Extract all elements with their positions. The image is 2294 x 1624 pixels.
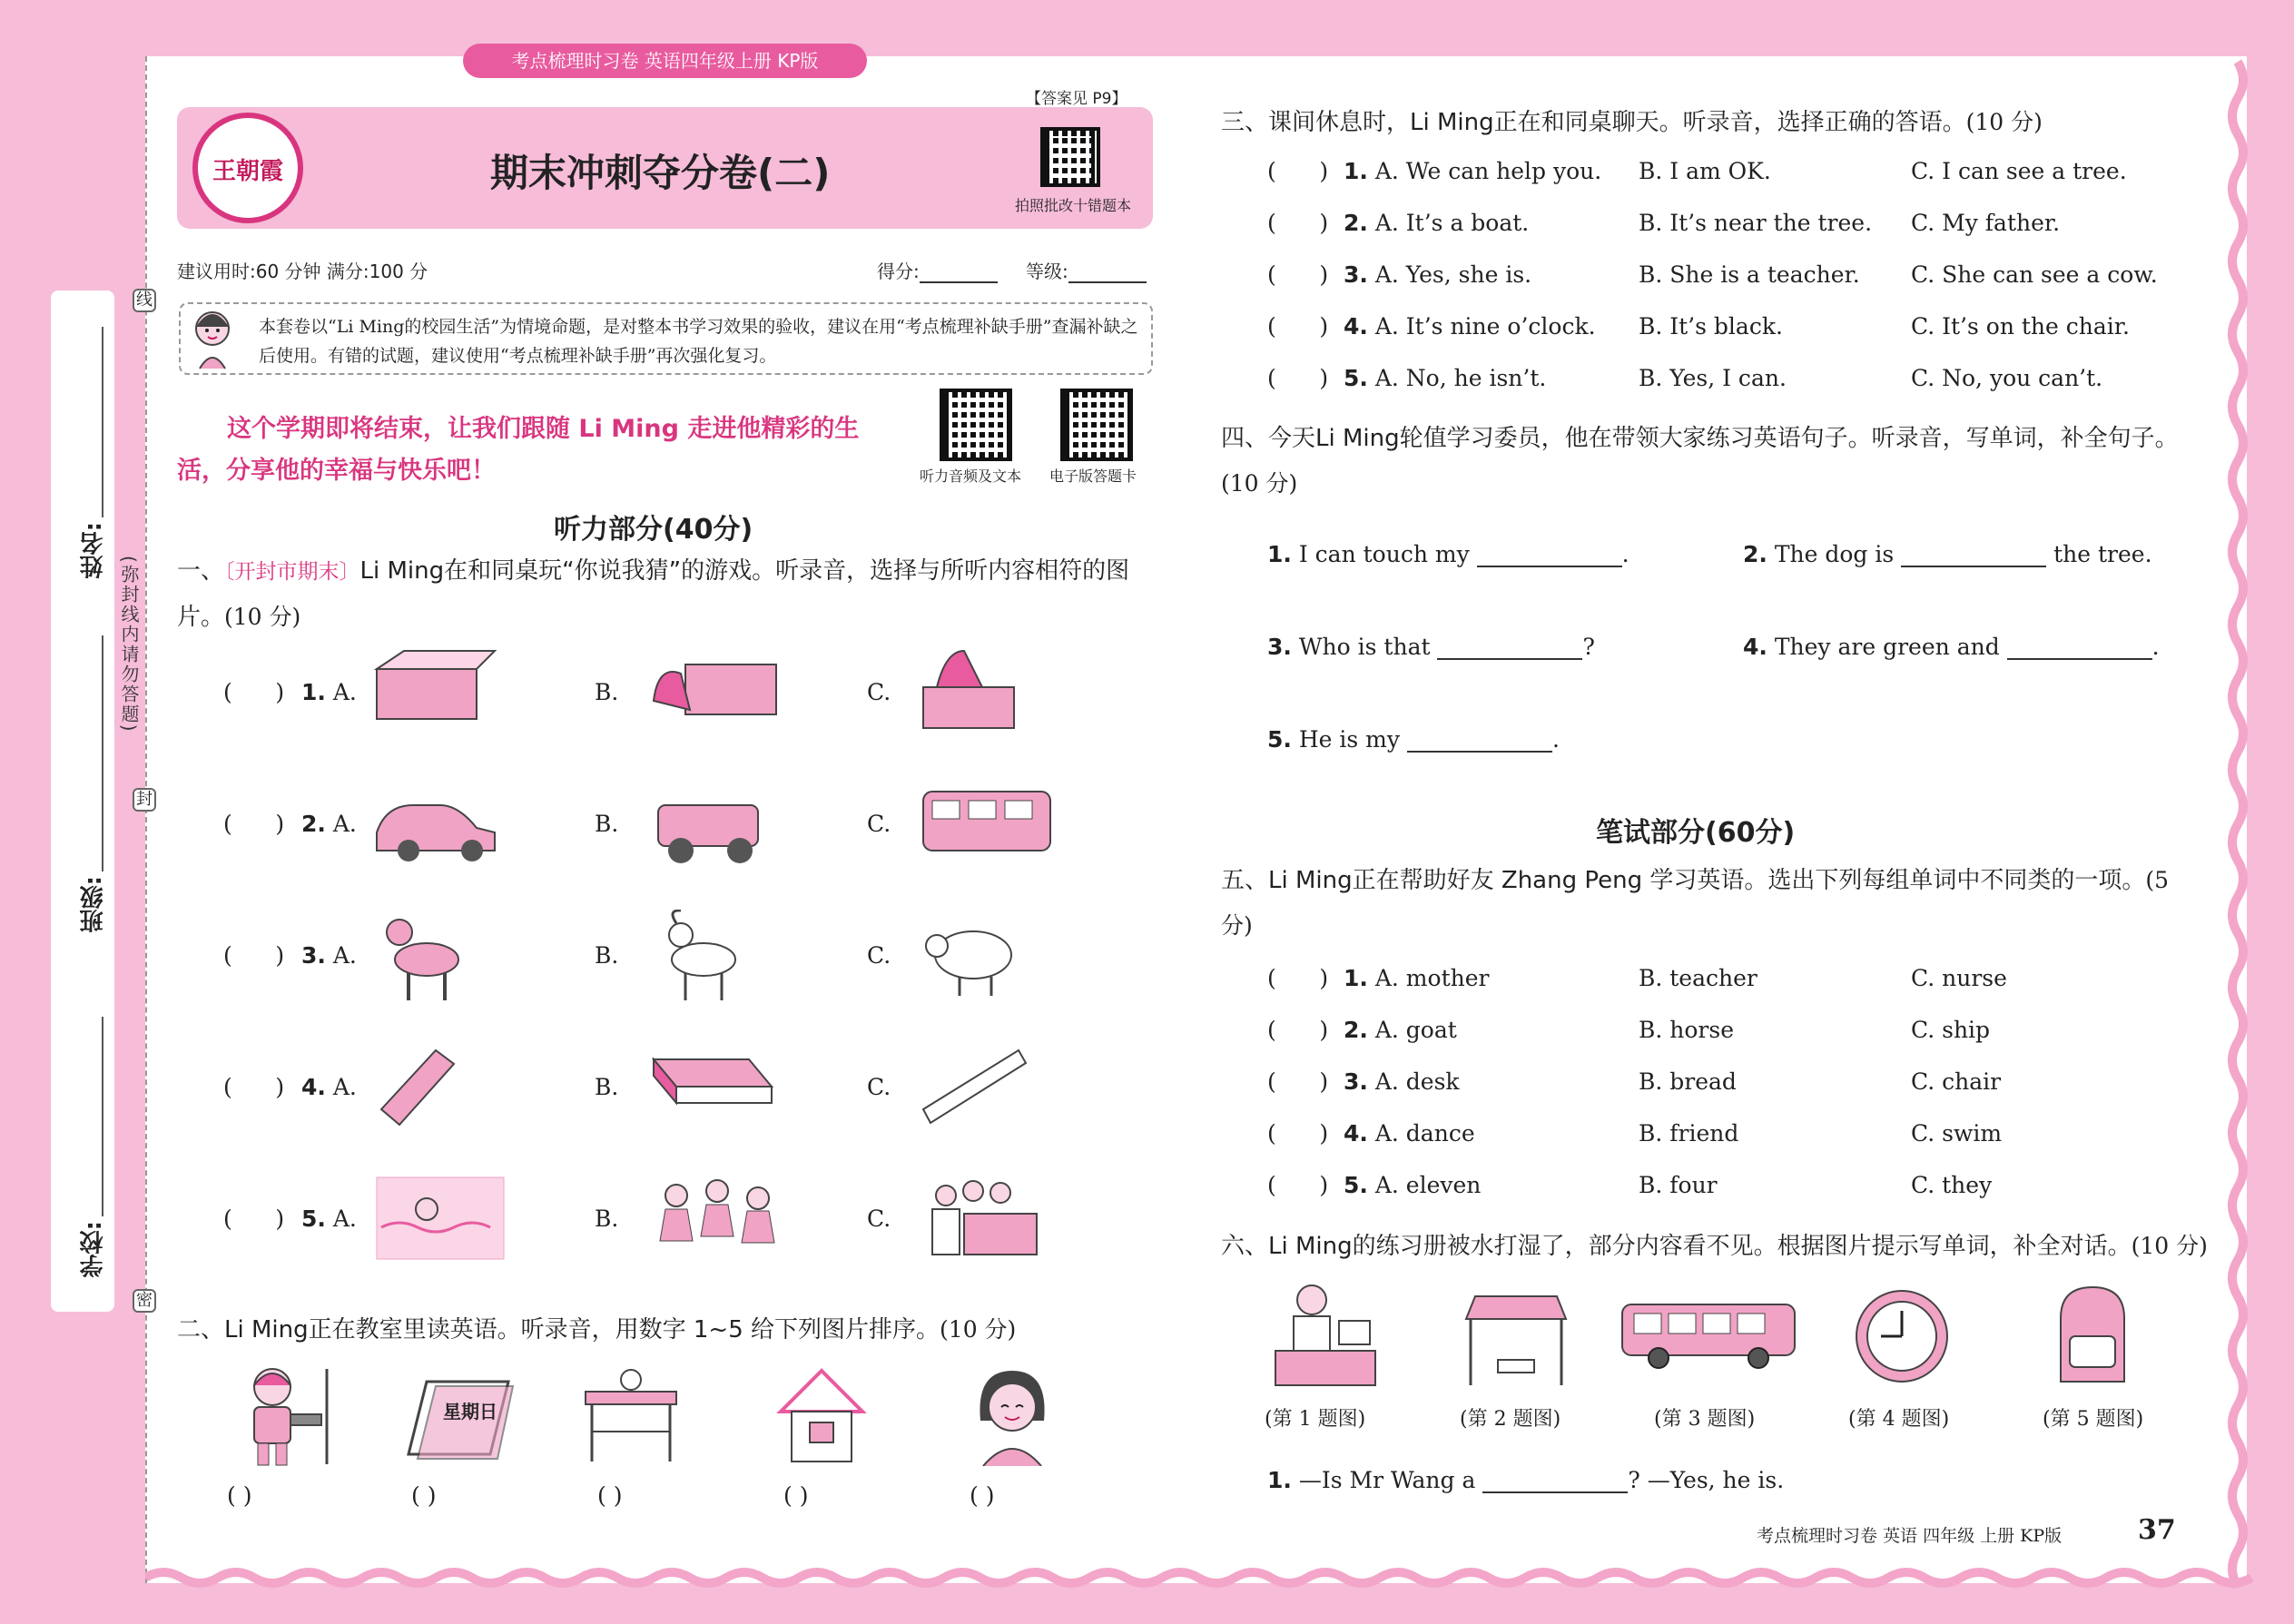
q5-row-3-a <box>1344 1068 1460 1095</box>
q1-row-5-a <box>301 1206 357 1232</box>
book-icon[interactable] <box>649 1041 785 1132</box>
q4-before-5: He is my <box>1298 726 1401 753</box>
q1-row-4-c-label: C. <box>867 1074 891 1100</box>
q6-before-1: —Is Mr Wang a <box>1298 1467 1476 1493</box>
q3-row-4-c: C. It’s on the chair. <box>1911 313 2130 340</box>
q5-row-2-num: 2. <box>1344 1017 1368 1043</box>
q4-blank-5[interactable] <box>1407 751 1552 753</box>
q4-item-1 <box>1267 541 1629 567</box>
name-field[interactable] <box>102 327 103 517</box>
q6-prefix: 六、 <box>1221 1233 1269 1260</box>
q1-tag: 〔开封市期末〕 <box>224 560 360 584</box>
q3-row-4-b: B. It’s black. <box>1639 313 1783 340</box>
score-blank[interactable] <box>920 281 998 283</box>
q5-heading <box>1221 858 2201 949</box>
q1-text: Li Ming在和同桌玩“你说我猜”的游戏。听录音，选择与所听内容相符的图片。 <box>177 557 1130 631</box>
binding-strip <box>51 290 114 1312</box>
qr-audio-icon[interactable] <box>940 389 1012 461</box>
q3-heading <box>1221 100 2043 145</box>
bus-icon <box>1618 1300 1799 1373</box>
class-label: 班级: <box>80 876 107 933</box>
q1-row-4-a-label: A. <box>332 1074 357 1100</box>
q1-row-2-num: 2. <box>301 811 326 837</box>
q1-row-2-b-label: B. <box>595 811 619 837</box>
score-field <box>877 257 998 283</box>
qr-caption-card: 电子版答题卡 <box>1049 468 1137 485</box>
q1-row-1-num: 1. <box>301 679 326 705</box>
q5-row-5-bracket[interactable]: ( ) <box>1267 1172 1329 1198</box>
ruler-icon[interactable] <box>919 1041 1055 1132</box>
q3-row-1-bracket[interactable]: ( ) <box>1267 158 1329 184</box>
shoes-box-icon[interactable] <box>919 646 1055 737</box>
q6-caption-5: (第 5 题图) <box>2043 1408 2144 1431</box>
desk-clock-icon <box>581 1366 681 1466</box>
q1-row-2-c-label: C. <box>867 811 891 837</box>
class-field[interactable] <box>102 635 103 871</box>
q3-row-1-a <box>1344 158 1601 184</box>
q1-row-5-bracket[interactable]: ( ) <box>223 1206 285 1232</box>
time-score: 建议用时:60 分钟 满分:100 分 <box>177 261 428 282</box>
q1-row-3-a <box>301 942 357 969</box>
doctor-desk-icon <box>1271 1280 1380 1389</box>
q5-row-2-bracket[interactable]: ( ) <box>1267 1017 1329 1043</box>
q5-row-5-b: B. four <box>1639 1172 1718 1198</box>
q3-row-3-a <box>1344 261 1531 288</box>
q4-after-3: ? <box>1582 634 1595 660</box>
q3-row-1-num: 1. <box>1344 158 1368 184</box>
q6-caption-3: (第 3 题图) <box>1654 1408 1756 1431</box>
house-icon <box>772 1366 871 1466</box>
q4-num-2: 2. <box>1743 541 1767 567</box>
q5-row-4-a <box>1344 1120 1475 1147</box>
q1-score: (10 分) <box>224 604 301 630</box>
q4-score: (10 分) <box>1221 470 1298 497</box>
q3-row-2-a-text: A. It’s a boat. <box>1374 210 1530 236</box>
q6-caption-4: (第 4 题图) <box>1848 1408 1950 1431</box>
grade-field <box>1026 257 1147 283</box>
q4-num-3: 3. <box>1267 634 1292 660</box>
q5-score: (5 分) <box>1221 867 2170 939</box>
q1-row-4-a <box>301 1074 357 1100</box>
q5-row-5-a-text: A. eleven <box>1374 1172 1482 1198</box>
q5-prefix: 五、 <box>1221 867 1269 894</box>
q3-row-2-a <box>1344 210 1529 236</box>
dancing-icon[interactable] <box>649 1173 785 1264</box>
backpack-icon <box>2043 1282 2142 1391</box>
q5-row-2-a-text: A. goat <box>1374 1017 1457 1043</box>
q3-row-2-b: B. It’s near the tree. <box>1639 210 1873 236</box>
q4-blank-2[interactable] <box>1901 566 2046 567</box>
table-icon <box>1462 1287 1570 1389</box>
q6-heading <box>1221 1224 2208 1269</box>
q4-text: 今天Li Ming轮值学习委员，他在带领大家练习英语句子。听录音，写单词，补全句子。 <box>1268 425 2179 452</box>
q1-row-3-c-label: C. <box>867 942 891 969</box>
footer-text: 考点梳理时习卷 英语 四年级 上册 KP版 <box>1757 1526 2063 1546</box>
q4-prefix: 四、 <box>1221 425 1269 452</box>
goat-icon[interactable] <box>649 910 785 1000</box>
q1-row-5-num: 5. <box>301 1206 326 1232</box>
q1-row-3-bracket[interactable]: ( ) <box>223 942 285 969</box>
boots-shoebox-icon[interactable] <box>649 646 785 737</box>
q5-row-1-bracket[interactable]: ( ) <box>1267 965 1329 991</box>
car-icon[interactable] <box>372 778 508 869</box>
intro-text: 本套卷以“Li Ming的校园生活”为情境命题，是对整本书学习效果的验收，建议在用“考点梳理补缺手册”查漏补缺之后使用。有错的试题，建议使用“考点梳理补缺手册”再次强化复习。 <box>259 317 1138 366</box>
eraser-icon[interactable] <box>372 1041 508 1132</box>
q2-blank-1[interactable]: ( ) <box>227 1482 252 1509</box>
q6-caption-2: (第 2 题图) <box>1460 1408 1561 1431</box>
q1-row-5-c-label: C. <box>867 1206 891 1232</box>
q1-row-4-b-label: B. <box>595 1074 619 1100</box>
q1-row-2-a-label: A. <box>332 811 357 837</box>
q5-row-4-bracket[interactable]: ( ) <box>1267 1120 1329 1147</box>
q5-row-3-a-text: A. desk <box>1374 1068 1460 1095</box>
q3-row-5-num: 5. <box>1344 365 1368 391</box>
q4-num-4: 4. <box>1743 634 1767 660</box>
score-label: 得分: <box>877 261 920 282</box>
worker-drill-icon <box>227 1360 345 1469</box>
q3-row-3-c: C. She can see a cow. <box>1911 261 2158 288</box>
q1-row-1-a <box>301 679 357 705</box>
q2-blank-2[interactable]: ( ) <box>411 1482 437 1509</box>
qr-caption-top: 拍照批改十错题本 <box>1015 197 1132 214</box>
q2-blank-3[interactable]: ( ) <box>597 1482 623 1509</box>
q3-row-5-c: C. No, you can’t. <box>1911 365 2103 391</box>
q1-row-2-bracket[interactable]: ( ) <box>223 811 285 837</box>
calendar-sunday-icon <box>399 1373 517 1463</box>
page-title: 期末冲刺夺分卷(二) <box>490 151 831 195</box>
q3-row-1-a-text: A. We can help you. <box>1374 158 1602 184</box>
q1-row-3-b-label: B. <box>595 942 619 969</box>
q3-row-4-num: 4. <box>1344 313 1368 340</box>
clock-icon <box>1852 1282 1952 1391</box>
q3-row-2-num: 2. <box>1344 210 1368 236</box>
q4-after-1: . <box>1621 541 1629 567</box>
q4-item-4 <box>1743 634 2160 660</box>
q4-before-2: The dog is <box>1774 541 1895 567</box>
q3-row-5-b: B. Yes, I can. <box>1639 365 1787 391</box>
q5-text: Li Ming正在帮助好友 Zhang Peng 学习英语。选出下列每组单词中不同类的一项。 <box>1268 867 2146 894</box>
q1-row-5-a-label: A. <box>332 1206 357 1232</box>
q4-before-4: They are green and <box>1774 634 2000 660</box>
qr-card-icon[interactable] <box>1060 389 1133 461</box>
q6-num-1: 1. <box>1267 1467 1292 1493</box>
q1-row-5-b-label: B. <box>595 1206 619 1232</box>
q6-item-1 <box>1267 1467 1784 1493</box>
q2-blank-4[interactable]: ( ) <box>783 1482 809 1509</box>
school-field[interactable] <box>102 1017 103 1216</box>
q4-before-1: I can touch my <box>1298 541 1470 567</box>
q6-caption-1: (第 1 题图) <box>1265 1408 1366 1431</box>
q4-blank-1[interactable] <box>1477 566 1622 567</box>
q3-row-2-c: C. My father. <box>1911 210 2061 236</box>
name-label: 姓名: <box>80 522 107 579</box>
q3-row-2-bracket[interactable]: ( ) <box>1267 210 1329 236</box>
girl-icon <box>187 305 238 370</box>
q1-row-1-b-label: B. <box>595 679 619 705</box>
q1-prefix: 一、 <box>177 557 225 585</box>
q5-row-3-c: C. chair <box>1911 1068 2002 1095</box>
playing-piano-icon[interactable] <box>919 1173 1055 1264</box>
q5-row-4-b: B. friend <box>1639 1120 1739 1147</box>
q5-row-3-b: B. bread <box>1639 1068 1737 1095</box>
q1-row-1-a-label: A. <box>332 679 357 705</box>
q4-after-4: . <box>2151 634 2160 660</box>
q3-prefix: 三、 <box>1221 109 1269 136</box>
q4-num-1: 1. <box>1267 541 1292 567</box>
q4-item-2 <box>1743 541 2152 567</box>
swimming-icon[interactable] <box>372 1173 508 1264</box>
q6-score: (10 分) <box>2131 1233 2208 1259</box>
train-icon[interactable] <box>919 778 1055 869</box>
q6-blank-1[interactable] <box>1482 1491 1628 1493</box>
q6-after-1: ? —Yes, he is. <box>1628 1467 1785 1493</box>
calendar-text: 星期日 <box>443 1401 497 1422</box>
page-number: 37 <box>2138 1514 2176 1546</box>
listening-title: 听力部分(40分) <box>554 514 753 546</box>
q5-row-1-a <box>1344 965 1489 991</box>
q2-blank-5[interactable]: ( ) <box>970 1482 995 1509</box>
q5-row-5-num: 5. <box>1344 1172 1368 1198</box>
q4-after-2: the tree. <box>2053 541 2152 567</box>
q5-row-1-b: B. teacher <box>1639 965 1757 991</box>
q1-row-4-num: 4. <box>301 1074 326 1100</box>
seal-note: (弥封线内请勿答题) <box>118 556 140 733</box>
q3-row-4-bracket[interactable]: ( ) <box>1267 313 1329 340</box>
q2-prefix: 二、 <box>177 1316 225 1343</box>
q5-row-1-c: C. nurse <box>1911 965 2007 991</box>
seal-char-secret: 密 <box>133 1289 156 1313</box>
q5-row-5-c: C. they <box>1911 1172 1993 1198</box>
q4-heading <box>1221 416 2201 507</box>
q4-item-5 <box>1267 726 1560 753</box>
q5-row-1-num: 1. <box>1344 965 1368 991</box>
q3-row-3-num: 3. <box>1344 261 1368 288</box>
q5-row-2-c: C. ship <box>1911 1017 1991 1043</box>
q3-row-3-bracket[interactable]: ( ) <box>1267 261 1329 288</box>
q2-text: Li Ming正在教室里读英语。听录音，用数字 1~5 给下列图片排序。 <box>224 1316 940 1343</box>
grade-blank[interactable] <box>1068 281 1147 283</box>
sheep-icon[interactable] <box>919 910 1055 1000</box>
lead-paragraph: 这个学期即将结束，让我们跟随 Li Ming 走进他精彩的生活，分享他的幸福与快乐吧！ <box>177 415 860 485</box>
q5-row-3-num: 3. <box>1344 1068 1368 1095</box>
seal-char-line: 线 <box>133 289 156 312</box>
q1-row-4-bracket[interactable]: ( ) <box>223 1074 285 1100</box>
q5-row-3-bracket[interactable]: ( ) <box>1267 1068 1329 1095</box>
q5-row-4-num: 4. <box>1344 1120 1368 1147</box>
q4-item-3 <box>1267 634 1595 660</box>
q3-row-4-a-text: A. It’s nine o’clock. <box>1374 313 1596 340</box>
logo <box>192 113 303 223</box>
q3-row-1-b: B. I am OK. <box>1639 158 1771 184</box>
series-band: 考点梳理时习卷 英语四年级上册 KP版 <box>463 44 867 78</box>
logo-text: 王朝霞 <box>212 158 283 185</box>
q3-row-4-a <box>1344 313 1596 340</box>
q5-row-1-a-text: A. mother <box>1374 965 1490 991</box>
q3-row-5-a <box>1344 365 1546 391</box>
q3-text: 课间休息时，Li Ming正在和同桌聊天。听录音，选择正确的答语。 <box>1268 109 1966 136</box>
smiling-woman-icon <box>967 1366 1058 1466</box>
shoebox-icon[interactable] <box>372 646 508 737</box>
q1-heading <box>177 548 1157 640</box>
q2-heading <box>177 1307 1016 1353</box>
school-label: 学校: <box>80 1221 107 1278</box>
q1-row-1-c-label: C. <box>867 679 891 705</box>
qr-caption-audio: 听力音频及文本 <box>920 468 1022 485</box>
horse-icon[interactable] <box>372 910 508 1000</box>
writing-title: 笔试部分(60分) <box>1596 817 1796 849</box>
q5-row-5-a <box>1344 1172 1481 1198</box>
jeep-icon[interactable] <box>649 778 785 869</box>
q4-blank-4[interactable] <box>2007 658 2152 660</box>
q1-row-3-num: 3. <box>301 942 326 969</box>
qr-code-icon[interactable] <box>1040 127 1100 187</box>
q4-num-5: 5. <box>1267 726 1292 753</box>
q5-row-4-a-text: A. dance <box>1374 1120 1475 1147</box>
q1-row-3-a-label: A. <box>332 942 357 969</box>
q3-row-3-b: B. She is a teacher. <box>1639 261 1860 288</box>
q5-row-4-c: C. swim <box>1911 1120 2003 1147</box>
q4-after-5: . <box>1551 726 1560 753</box>
grade-label: 等级: <box>1026 261 1068 282</box>
q5-row-2-a <box>1344 1017 1457 1043</box>
q3-score: (10 分) <box>1965 109 2043 135</box>
q4-blank-3[interactable] <box>1437 658 1582 660</box>
answer-reference: 【答案见 P9】 <box>1026 90 1127 108</box>
q3-row-5-a-text: A. No, he isn’t. <box>1374 365 1547 391</box>
q1-row-1-bracket[interactable]: ( ) <box>223 679 285 705</box>
q1-row-2-a <box>301 811 357 837</box>
q5-row-2-b: B. horse <box>1639 1017 1734 1043</box>
q2-score: (10 分) <box>940 1316 1017 1343</box>
q6-text: Li Ming的练习册被水打湿了，部分内容看不见。根据图片提示写单词，补全对话。 <box>1268 1233 2132 1260</box>
q4-before-3: Who is that <box>1298 634 1431 660</box>
q3-row-1-c: C. I can see a tree. <box>1911 158 2127 184</box>
q3-row-5-bracket[interactable]: ( ) <box>1267 365 1329 391</box>
seal-char-seal: 封 <box>133 788 156 812</box>
q3-row-3-a-text: A. Yes, she is. <box>1374 261 1532 288</box>
